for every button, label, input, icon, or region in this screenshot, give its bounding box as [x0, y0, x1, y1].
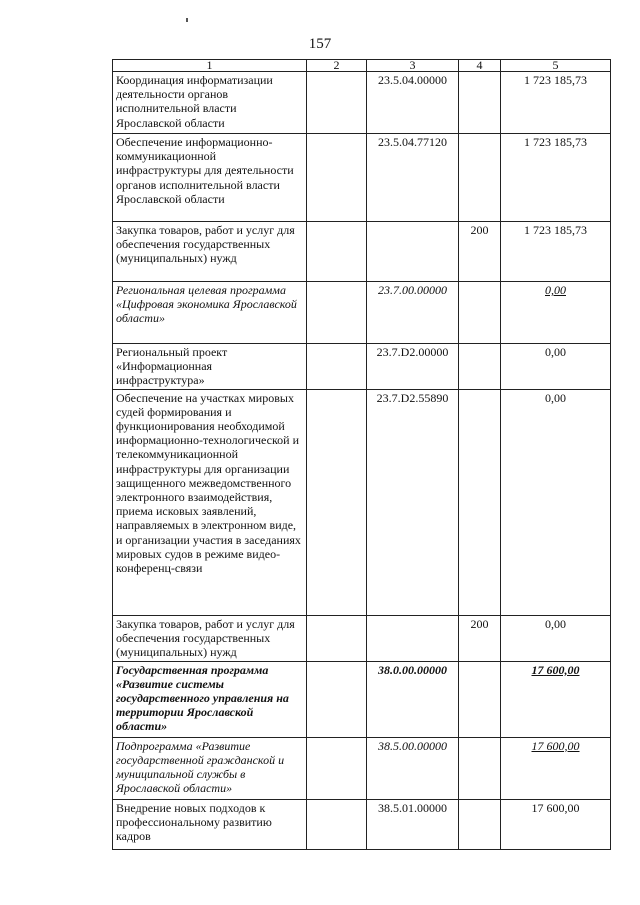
table-row [113, 799, 611, 849]
row-amount [501, 72, 611, 134]
row-code [367, 72, 459, 134]
row-code [367, 222, 459, 282]
row-code [367, 799, 459, 849]
row-type-text: 200 [470, 616, 489, 631]
row-code [367, 344, 459, 390]
row-type [459, 615, 501, 661]
row-amount-text: 17 600,00 [531, 662, 580, 677]
row-code [367, 134, 459, 222]
row-amount [501, 282, 611, 344]
row-name-text: Государственная программа «Развитие системы государственного управления на территории Ярославской области» [116, 662, 289, 734]
row-type-text: 200 [470, 223, 489, 237]
row-col2 [307, 661, 367, 737]
row-name-text: Обеспечение информационно-коммуникационной инфраструктуры для деятельности органов исполнительной власти Ярославской области [116, 135, 294, 206]
row-name [113, 344, 307, 390]
row-name [113, 282, 307, 344]
row-code-text: 23.5.04.77120 [378, 135, 447, 149]
row-col2 [307, 799, 367, 849]
row-col2 [307, 737, 367, 799]
table-row [113, 389, 611, 615]
row-amount [501, 615, 611, 661]
table-row [113, 282, 611, 344]
table-row [113, 344, 611, 390]
scan-mark [186, 18, 188, 22]
table-row [113, 72, 611, 134]
row-amount [501, 661, 611, 737]
header-cell: 5 [501, 60, 611, 72]
row-name-text: Координация информатизации деятельности органов исполнительной власти Ярославской области [116, 73, 273, 130]
row-name-text: Обеспечение на участках мировых судей формирования и функционирования необходимой информационно-технологической и телекоммуникационной инфраструктуры для организации защищенного межведомственного электронного взаимодействия, приема исковых заявлений, направляемых в электронном виде, и организации участия в заседаниях мировых судов в режиме видео-конференц-связи [116, 390, 301, 576]
page-number: 157 [308, 36, 332, 52]
header-cell: 3 [367, 60, 459, 72]
row-col2 [307, 134, 367, 222]
row-amount [501, 344, 611, 390]
row-name-text: Закупка товаров, работ и услуг для обеспечения государственных (муниципальных) нужд [116, 616, 295, 660]
row-name [113, 389, 307, 615]
header-cell: 1 [113, 60, 307, 72]
row-amount-text: 1 723 185,73 [524, 73, 587, 87]
header-cell: 2 [307, 60, 367, 72]
table-row [113, 222, 611, 282]
row-name-text: Закупка товаров, работ и услуг для обеспечения государственных (муниципальных) нужд [116, 223, 295, 266]
row-code [367, 737, 459, 799]
row-code-text: 23.7.D2.55890 [376, 390, 449, 405]
row-amount [501, 134, 611, 222]
row-col2 [307, 389, 367, 615]
row-amount-text: 17 600,00 [531, 800, 580, 815]
row-name [113, 72, 307, 134]
row-code-text: 38.5.01.00000 [378, 800, 447, 815]
row-amount [501, 737, 611, 799]
row-amount [501, 222, 611, 282]
row-code-text: 38.5.00.00000 [378, 738, 447, 753]
row-type [459, 222, 501, 282]
row-code [367, 661, 459, 737]
row-type [459, 661, 501, 737]
row-amount-text: 0,00 [545, 616, 566, 631]
table-row [113, 134, 611, 222]
row-col2 [307, 282, 367, 344]
table-row [113, 615, 611, 661]
row-type [459, 389, 501, 615]
row-type [459, 282, 501, 344]
row-code-text: 23.7.D2.00000 [376, 345, 449, 359]
row-col2 [307, 222, 367, 282]
budget-table [112, 59, 611, 850]
row-code-text: 23.5.04.00000 [378, 73, 447, 87]
row-name-text: Подпрограмма «Развитие государственной гражданской и муниципальной службы в Ярославской области» [116, 738, 285, 796]
row-name-text: Региональная целевая программа «Цифровая экономика Ярославской области» [116, 283, 297, 326]
row-name-text: Региональный проект «Информационная инфраструктура» [116, 345, 228, 388]
row-amount-text: 1 723 185,73 [524, 223, 587, 237]
row-amount-text: 0,00 [545, 283, 566, 297]
row-name [113, 661, 307, 737]
row-code [367, 615, 459, 661]
row-amount [501, 799, 611, 849]
row-amount-text: 0,00 [545, 345, 566, 359]
table-row [113, 737, 611, 799]
header-row [113, 60, 611, 72]
header-cell: 4 [459, 60, 501, 72]
budget-table-body [113, 60, 611, 850]
row-name [113, 134, 307, 222]
row-amount-text: 0,00 [545, 390, 566, 405]
row-name-text: Внедрение новых подходов к профессиональному развитию кадров [116, 800, 272, 844]
row-col2 [307, 615, 367, 661]
row-name [113, 737, 307, 799]
table-row [113, 661, 611, 737]
row-code [367, 389, 459, 615]
row-amount-text: 17 600,00 [531, 738, 580, 753]
row-name [113, 222, 307, 282]
row-code-text: 23.7.00.00000 [378, 283, 447, 297]
row-code [367, 282, 459, 344]
row-type [459, 344, 501, 390]
row-amount [501, 389, 611, 615]
row-amount-text: 1 723 185,73 [524, 135, 587, 149]
row-col2 [307, 72, 367, 134]
row-col2 [307, 344, 367, 390]
row-type [459, 799, 501, 849]
row-type [459, 134, 501, 222]
row-name [113, 615, 307, 661]
row-code-text: 38.0.00.00000 [378, 662, 447, 677]
row-name [113, 799, 307, 849]
row-type [459, 72, 501, 134]
row-type [459, 737, 501, 799]
